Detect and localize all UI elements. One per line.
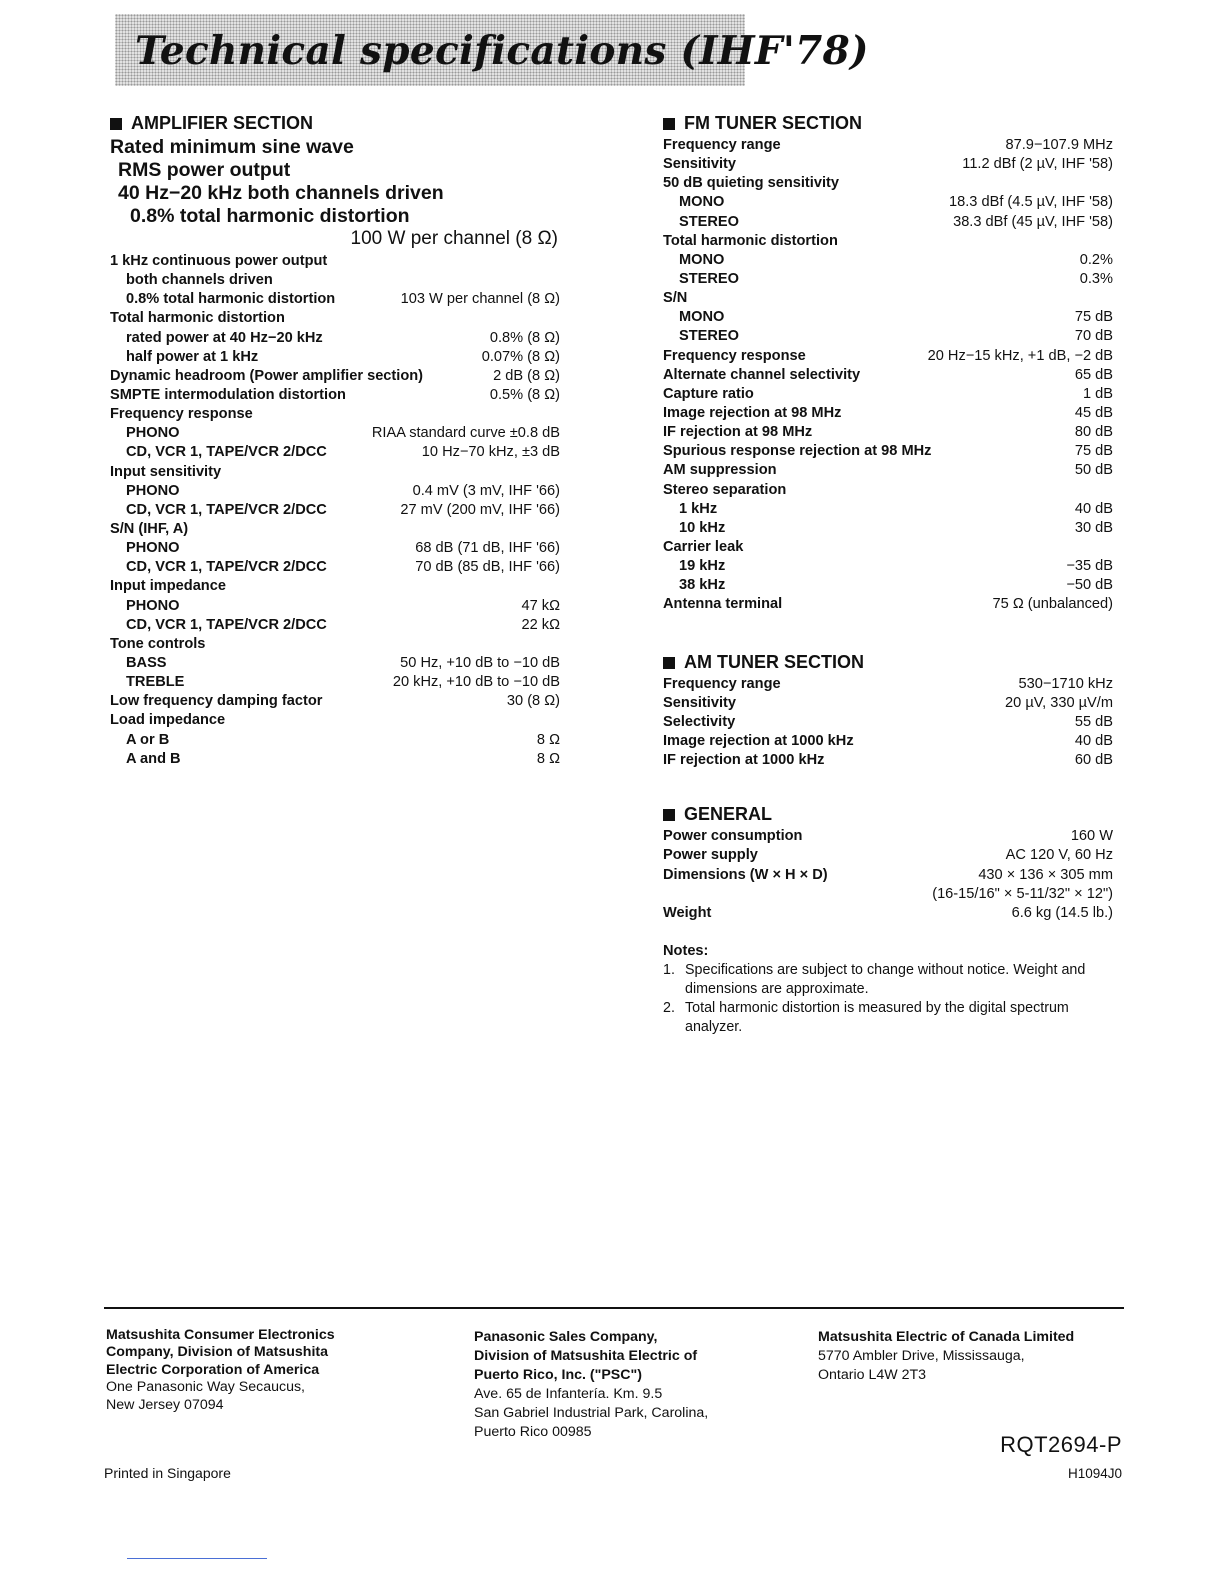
- spec-label: CD, VCR 1, TAPE/VCR 2/DCC: [126, 501, 327, 518]
- spec-row: [663, 327, 1113, 346]
- spec-label: MONO: [679, 309, 725, 326]
- spec-value: 75 Ω (unbalanced): [992, 596, 1113, 613]
- spec-label: 50 dB quieting sensitivity: [663, 175, 839, 192]
- address-line: 5770 Ambler Drive, Mississauga,: [818, 1348, 1025, 1364]
- spec-row: [663, 481, 1113, 500]
- spec-row: [110, 577, 560, 596]
- spec-row: [663, 213, 1113, 232]
- address-line: Matsushita Electric of Canada Limited: [818, 1329, 1075, 1345]
- fm-spec-list: [663, 136, 1113, 615]
- spec-row: [110, 482, 560, 501]
- spec-row: [663, 866, 1113, 885]
- spec-row: [663, 557, 1113, 576]
- spec-label: 10 kHz: [679, 519, 726, 536]
- spec-value: 11.2 dBf (2 µV, IHF '58): [962, 156, 1113, 173]
- address-canada: [818, 1328, 1074, 1385]
- spec-row: [110, 501, 560, 520]
- spec-row: [110, 539, 560, 558]
- spec-row: [663, 500, 1113, 519]
- address-usa: [106, 1327, 335, 1414]
- address-line: Ave. 65 de Infantería. Km. 9.5: [474, 1386, 663, 1402]
- spec-label: CD, VCR 1, TAPE/VCR 2/DCC: [126, 616, 327, 633]
- spec-value: 50 Hz, +10 dB to −10 dB: [400, 654, 560, 671]
- right-column: [663, 110, 1113, 1037]
- spec-row: [663, 713, 1113, 732]
- spec-label: Tone controls: [110, 635, 206, 652]
- spec-value: 430 × 136 × 305 mm: [978, 866, 1113, 883]
- spec-value: 0.2%: [1079, 251, 1113, 268]
- spec-value: 0.07% (8 Ω): [481, 348, 560, 365]
- spec-value: RIAA standard curve ±0.8 dB: [371, 425, 560, 442]
- spec-label: 19 kHz: [679, 558, 726, 575]
- spec-label: 1 kHz continuous power output: [110, 253, 328, 269]
- spec-row: [110, 424, 560, 443]
- spec-row: [663, 270, 1113, 289]
- spec-label: MONO: [679, 251, 725, 268]
- spec-row: [663, 519, 1113, 538]
- spec-label: CD, VCR 1, TAPE/VCR 2/DCC: [126, 444, 327, 461]
- spec-label: AM suppression: [663, 462, 777, 479]
- spec-row: [110, 386, 560, 405]
- spec-value: 50 dB: [1074, 462, 1113, 479]
- address-line: San Gabriel Industrial Park, Carolina,: [474, 1405, 709, 1421]
- spec-label: 1 kHz: [679, 500, 718, 517]
- spec-label: TREBLE: [126, 674, 185, 691]
- spec-value: AC 120 V, 60 Hz: [1005, 847, 1113, 864]
- notes-title: Notes:: [663, 942, 709, 959]
- spec-row: [663, 251, 1113, 270]
- spec-value: 40 dB: [1074, 500, 1113, 517]
- spec-row: [663, 675, 1113, 694]
- note-item: [663, 999, 1113, 1037]
- spec-label: MONO: [679, 194, 725, 211]
- print-code: H1094J0: [1067, 1466, 1122, 1481]
- spec-label: Input sensitivity: [110, 463, 222, 480]
- spec-label: STEREO: [679, 270, 740, 287]
- spec-row: [663, 827, 1113, 846]
- spec-value: 20 µV, 330 µV/m: [1005, 694, 1113, 711]
- spec-label: S/N (IHF, A): [110, 520, 189, 537]
- spec-label: Stereo separation: [663, 481, 787, 498]
- address-line: Ontario L4W 2T3: [818, 1367, 927, 1383]
- general-heading: [663, 801, 1113, 827]
- spec-value: 530−1710 kHz: [1018, 675, 1113, 692]
- spec-value: 0.3%: [1079, 270, 1113, 287]
- amplifier-section: [110, 110, 560, 769]
- spec-row: [663, 308, 1113, 327]
- spec-label: Alternate channel selectivity: [663, 366, 861, 383]
- spec-value: 45 dB: [1074, 404, 1113, 421]
- spec-value: 30 (8 Ω): [506, 693, 560, 710]
- spec-row: [663, 155, 1113, 174]
- spec-value: 68 dB (71 dB, IHF '66): [415, 540, 560, 557]
- note-text: Specifications are subject to change without notice. Weight and dimensions are approximate.: [685, 961, 1086, 997]
- spec-label: A or B: [126, 731, 170, 748]
- spec-row: [110, 443, 560, 462]
- spec-label: Dynamic headroom (Power amplifier section): [110, 367, 424, 384]
- spec-row: [110, 654, 560, 673]
- spec-value: 18.3 dBf (4.5 µV, IHF '58): [949, 194, 1113, 211]
- spec-row: [110, 673, 560, 692]
- spec-label: PHONO: [126, 597, 180, 614]
- address-line: One Panasonic Way Secaucus,: [106, 1379, 305, 1396]
- spec-row: [110, 348, 560, 367]
- spec-label: 38 kHz: [679, 577, 726, 594]
- square-bullet-icon: [663, 809, 675, 821]
- spec-value: 8 Ω: [536, 731, 560, 748]
- amplifier-heading: [110, 110, 560, 136]
- spec-label: Image rejection at 98 MHz: [663, 404, 842, 421]
- spec-label: Low frequency damping factor: [110, 693, 323, 710]
- spec-label: Carrier leak: [663, 538, 744, 555]
- printed-in: Printed in Singapore: [104, 1465, 231, 1481]
- spec-row: [110, 635, 560, 654]
- spec-label: PHONO: [126, 540, 180, 557]
- spec-row: [663, 232, 1113, 251]
- spec-label: CD, VCR 1, TAPE/VCR 2/DCC: [126, 559, 327, 576]
- spec-value: 55 dB: [1074, 713, 1113, 730]
- spec-row: [663, 442, 1113, 461]
- spec-label: both channels driven: [126, 272, 273, 289]
- note-item: [663, 961, 1113, 999]
- spec-value: 40 dB: [1074, 732, 1113, 749]
- spec-label: Load impedance: [110, 712, 226, 729]
- spec-label: Dimensions (W × H × D): [663, 866, 828, 883]
- spec-label: IF rejection at 98 MHz: [663, 424, 813, 441]
- spec-value: 0.8% (8 Ω): [489, 329, 560, 346]
- spec-label: PHONO: [126, 482, 180, 499]
- spec-row: [110, 463, 560, 482]
- spec-row: [110, 711, 560, 730]
- fm-heading-text: FM TUNER SECTION: [684, 113, 862, 133]
- rated-output-value: 100 W per channel (8 Ω): [350, 228, 558, 249]
- spec-label: STEREO: [679, 328, 740, 345]
- spec-row: [663, 289, 1113, 308]
- spec-value: 8 Ω: [536, 750, 560, 767]
- spec-row: [663, 576, 1113, 595]
- address-line: Puerto Rico 00985: [474, 1424, 592, 1440]
- spec-row: [663, 385, 1113, 404]
- address-line: Panasonic Sales Company,: [474, 1329, 658, 1345]
- model-number: RQT2694-P: [1000, 1432, 1122, 1457]
- note-text: Total harmonic distortion is measured by the digital spectrum analyzer.: [685, 999, 1069, 1035]
- spec-row: [663, 423, 1113, 442]
- spec-row: [110, 731, 560, 750]
- notes-list: [663, 961, 1113, 1037]
- spec-label: rated power at 40 Hz−20 kHz: [126, 329, 323, 346]
- spec-row: [663, 366, 1113, 385]
- spec-value: 38.3 dBf (45 µV, IHF '58): [953, 213, 1113, 230]
- spec-value: 27 mV (200 mV, IHF '66): [400, 501, 560, 518]
- spec-row: [663, 751, 1113, 770]
- spec-row: [110, 616, 560, 635]
- note-number: 2.: [663, 999, 675, 1016]
- spec-row: [663, 846, 1113, 865]
- spec-label: A and B: [126, 750, 181, 767]
- spec-row: [110, 750, 560, 769]
- spec-row: [663, 904, 1113, 923]
- am-heading: [663, 649, 1113, 675]
- spec-row: [663, 404, 1113, 423]
- spec-value: (16-15/16" × 5-11/32" × 12"): [932, 885, 1113, 902]
- spec-value: 75 dB: [1074, 309, 1113, 326]
- rated-line: 0.8% total harmonic distortion: [130, 205, 410, 227]
- footer-divider: [104, 1307, 1124, 1309]
- general-spec-list: [663, 827, 1113, 923]
- spec-row: [110, 252, 560, 271]
- spec-value: −35 dB: [1066, 558, 1113, 575]
- address-line: New Jersey 07094: [106, 1396, 224, 1413]
- square-bullet-icon: [663, 657, 675, 669]
- spec-value: 103 W per channel (8 Ω): [400, 291, 560, 308]
- spec-row: [110, 271, 560, 290]
- spec-value: 80 dB: [1074, 424, 1113, 441]
- spec-label: Frequency response: [110, 406, 253, 423]
- spec-label: Input impedance: [110, 578, 226, 595]
- spec-value: 20 kHz, +10 dB to −10 dB: [392, 674, 560, 691]
- spec-label: half power at 1 kHz: [126, 348, 259, 365]
- spec-label: Image rejection at 1000 kHz: [663, 732, 854, 749]
- spec-label: Frequency range: [663, 137, 781, 153]
- spec-value: 0.4 mV (3 mV, IHF '66): [412, 482, 560, 499]
- spec-label: IF rejection at 1000 kHz: [663, 752, 825, 769]
- spec-label: Sensitivity: [663, 156, 736, 173]
- spec-label: Selectivity: [663, 713, 736, 730]
- spec-value: 47 kΩ: [521, 597, 560, 614]
- spec-label: Antenna terminal: [663, 596, 783, 613]
- address-line: Matsushita Consumer Electronics: [106, 1327, 335, 1343]
- address-line: Electric Corporation of America: [106, 1361, 320, 1378]
- rated-line: RMS power output: [118, 159, 291, 181]
- address-puerto-rico: [474, 1328, 708, 1442]
- spec-row: [110, 558, 560, 577]
- spec-value: 1 dB: [1082, 385, 1113, 402]
- spec-label: PHONO: [126, 425, 180, 442]
- spec-label: Sensitivity: [663, 694, 736, 711]
- general-heading-text: GENERAL: [684, 804, 773, 825]
- spec-value: 6.6 kg (14.5 lb.): [1011, 904, 1113, 921]
- spec-value: 160 W: [1070, 828, 1113, 845]
- spec-value: 22 kΩ: [521, 616, 560, 633]
- spec-row: [110, 405, 560, 424]
- spec-value: 65 dB: [1074, 366, 1113, 383]
- spec-row: [110, 309, 560, 328]
- spec-label: Capture ratio: [663, 385, 754, 402]
- decorative-line: [127, 1558, 267, 1559]
- address-line: Puerto Rico, Inc. ("PSC"): [474, 1367, 642, 1383]
- square-bullet-icon: [110, 118, 122, 130]
- spec-value: 2 dB (8 Ω): [493, 367, 560, 384]
- address-line: Company, Division of Matsushita: [106, 1344, 329, 1361]
- spec-label: Power supply: [663, 847, 758, 864]
- fm-heading: [663, 110, 1113, 136]
- square-bullet-icon: [663, 118, 675, 130]
- note-number: 1.: [663, 961, 675, 978]
- spec-label: Spurious response rejection at 98 MHz: [663, 443, 932, 460]
- page-title: Technical specifications (IHF'78): [135, 28, 869, 74]
- amplifier-spec-list: [110, 252, 560, 769]
- am-heading-text: AM TUNER SECTION: [684, 651, 864, 672]
- address-line: Division of Matsushita Electric of: [474, 1348, 698, 1364]
- spec-row: [663, 136, 1113, 155]
- spec-row: [663, 174, 1113, 193]
- spec-label: Total harmonic distortion: [663, 232, 838, 249]
- spec-row: [663, 347, 1113, 366]
- spec-row: [110, 367, 560, 386]
- spec-label: BASS: [126, 654, 167, 671]
- spec-label: Frequency range: [663, 675, 781, 692]
- spec-row: [663, 461, 1113, 480]
- amplifier-heading-text: AMPLIFIER SECTION: [131, 113, 314, 133]
- spec-label: STEREO: [679, 213, 740, 230]
- spec-row: [663, 732, 1113, 751]
- spec-label: Total harmonic distortion: [110, 310, 285, 327]
- spec-row: [663, 694, 1113, 713]
- spec-label: S/N: [663, 290, 688, 307]
- spec-row: [663, 885, 1113, 904]
- spec-value: −50 dB: [1066, 577, 1113, 594]
- spec-value: 30 dB: [1074, 519, 1113, 536]
- rated-line: Rated minimum sine wave: [110, 136, 354, 158]
- rated-line: 40 Hz−20 kHz both channels driven: [118, 182, 444, 204]
- spec-value: 75 dB: [1074, 443, 1113, 460]
- spec-value: 0.5% (8 Ω): [489, 386, 560, 403]
- spec-row: [663, 538, 1113, 557]
- spec-value: 70 dB: [1074, 328, 1113, 345]
- spec-value: 70 dB (85 dB, IHF '66): [415, 559, 560, 576]
- spec-row: [663, 193, 1113, 212]
- spec-label: SMPTE intermodulation distortion: [110, 386, 346, 403]
- spec-row: [663, 595, 1113, 614]
- spec-label: Frequency response: [663, 347, 806, 364]
- spec-row: [110, 290, 560, 309]
- spec-label: Power consumption: [663, 828, 803, 845]
- spec-row: [110, 597, 560, 616]
- spec-label: 0.8% total harmonic distortion: [126, 291, 336, 308]
- am-spec-list: [663, 675, 1113, 771]
- spec-value: 20 Hz−15 kHz, +1 dB, −2 dB: [927, 347, 1113, 364]
- spec-row: [110, 520, 560, 539]
- spec-row: [110, 329, 560, 348]
- rated-output-block: [110, 136, 560, 228]
- spec-value: 10 Hz−70 kHz, ±3 dB: [421, 444, 560, 461]
- spec-value: 60 dB: [1074, 752, 1113, 769]
- spec-label: Weight: [663, 904, 712, 921]
- spec-row: [110, 692, 560, 711]
- spec-value: 87.9−107.9 MHz: [1005, 137, 1113, 153]
